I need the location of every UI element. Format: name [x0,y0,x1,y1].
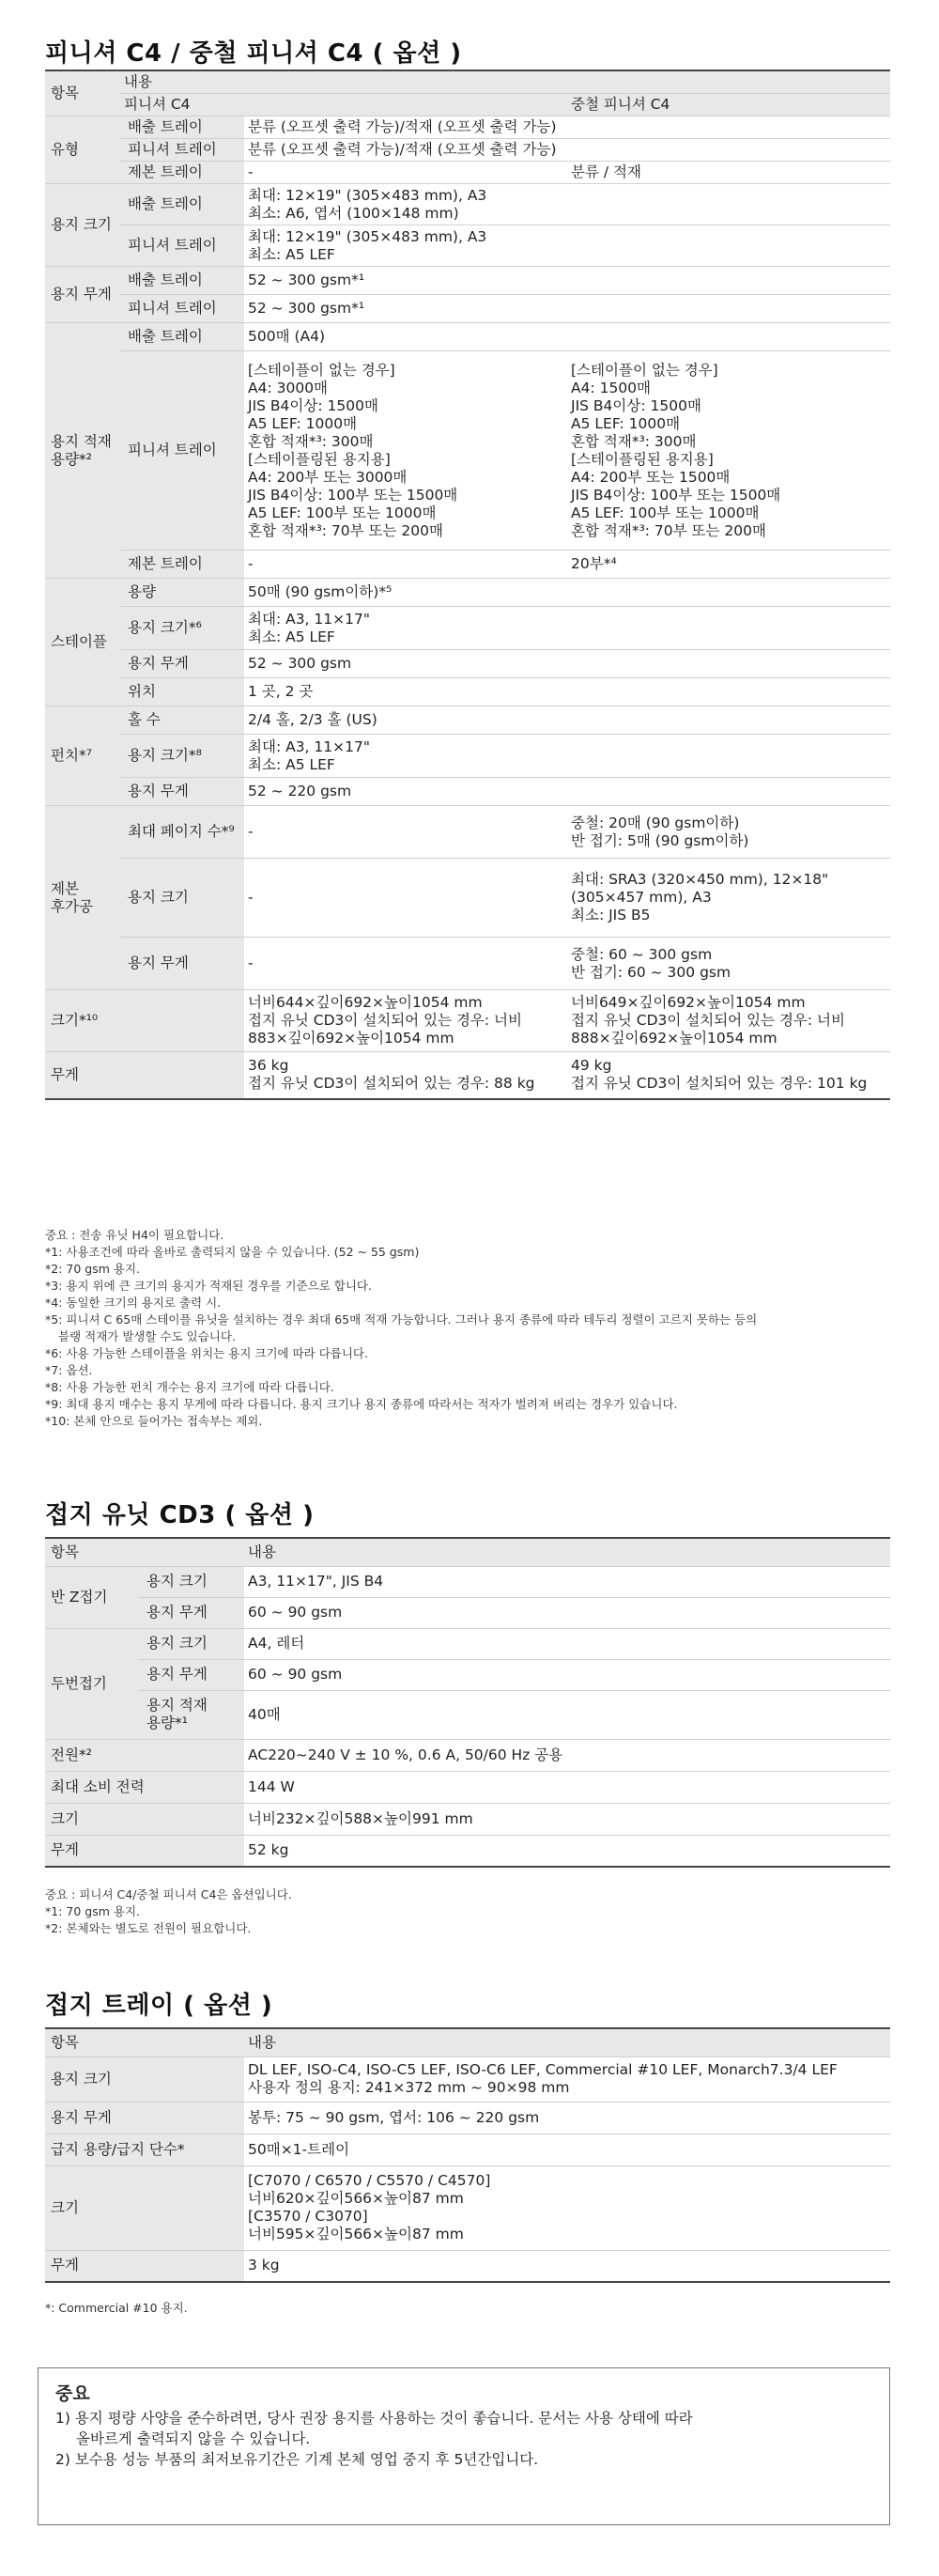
sub-label: 용지 크기 [120,859,244,938]
cell-value: - [244,859,567,938]
finisher-c4-title: 피니셔 C4 / 중철 피니셔 C4 ( 옵션 ) [45,39,462,68]
cell-value: 너비649×깊이692×높이1054 mm 접지 유닛 CD3이 설치되어 있는 경우: 너비 888×깊이692×높이1054 mm [567,990,890,1052]
folding-unit-title: 접지 유닛 CD3 ( 옵션 ) [45,1501,315,1529]
cell-value: 너비644×깊이692×높이1054 mm 접지 유닛 CD3이 설치되어 있는 경우: 너비 883×깊이692×높이1054 mm [244,990,567,1052]
cell-value: A4, 레터 [244,1628,890,1659]
cell-value: 60 ~ 90 gsm [244,1597,890,1628]
cell-value: 52 ~ 300 gsm*¹ [244,295,890,323]
row-dimension-label: 크기 [45,1803,244,1835]
sub-label: 피니셔 트레이 [120,295,244,323]
row-dimension-label: 크기 [45,2165,244,2250]
important-notice-box [38,2367,890,2525]
row-punch-label: 펀치*⁷ [45,706,120,806]
sub-label: 용지 무게 [120,650,244,678]
finisher-notes: 중요 : 전송 유닛 H4이 필요합니다. *1: 사용조건에 따라 올바로 출력되지 않을 수 있습니다. (52 ~ 55 gsm) *2: 70 gsm 용지. *3: 용지 위에 큰 크기의 용지가 적재된 경우를 기준으로 합니다. *4: 동일한 크기의 용지로 출력 시. *5: 피니셔 C 65매 스테이플 유닛을 설치하는 경우 최대 65매 적재 가능합니다. 그러나 용지 종류에 따라 테두리 정렬이 고르지 못하는 등의 블랭 적재가 발생할 수도 있습니다. *6: 사용 가능한 스테이플을 위치는 용지 크기에 따라 다릅니다. *7: 옵션. *8: 사용 가능한 펀치 개수는 용지 크기에 따라 다릅니다. *9: 최대 용지 매수는 용지 무게에 따라 다릅니다. 용지 크기나 용지 종류에 따라서는 적자가 벌려져 버리는 경우가 있습니다. *10: 본체 안으로 들어가는 접속부는 제외. [45,1228,758,1428]
cell-value: 52 ~ 220 gsm [244,778,890,806]
cell-value: 52 ~ 300 gsm [244,650,890,678]
cell-value: 3 kg [244,2250,890,2282]
important-line: 올바르게 출력되지 않을 수 있습니다. [76,2430,311,2447]
header-content: 내용 [244,1538,890,1566]
header-item: 항목 [45,70,120,116]
cell-value: 최대: 12×19" (305×483 mm), A3 최소: A5 LEF [244,225,890,267]
cell-value: AC220~240 V ± 10 %, 0.6 A, 50/60 Hz 공용 [244,1739,890,1771]
sub-label: 최대 페이지 수*⁹ [120,806,244,859]
cell-value: 최대: SRA3 (320×450 mm), 12×18" (305×457 mm), A3 최소: JIS B5 [567,859,890,938]
sub-label: 용지 무게 [120,938,244,990]
row-tri-fold-label: 두번접기 [45,1628,139,1739]
sub-label: 제본 트레이 [120,551,244,579]
cell-value: 중철: 60 ~ 300 gsm 반 접기: 60 ~ 300 gsm [567,938,890,990]
cell-value: [C7070 / C6570 / C5570 / C4570] 너비620×깊이566×높이87 mm [C3570 / C3070] 너비595×깊이566×높이87 mm [244,2165,890,2250]
header-content: 내용 [120,70,890,94]
cell-value: 1 곳, 2 곳 [244,678,890,706]
sub-label: 용지 크기*⁶ [120,607,244,650]
folding-tray-table [45,2027,890,2283]
cell-value: 60 ~ 90 gsm [244,1659,890,1690]
cell-value: 최대: A3, 11×17" 최소: A5 LEF [244,735,890,778]
row-size-label: 용지 크기 [45,2056,244,2102]
sub-label: 피니셔 트레이 [120,351,244,551]
sub-label: 용지 크기 [139,1566,244,1597]
sub-label: 위치 [120,678,244,706]
cell-value: 52 kg [244,1835,890,1867]
sub-label: 배출 트레이 [120,323,244,351]
sub-label: 용량 [120,579,244,607]
cell-value: 분류 (오프셋 출력 가능)/적재 (오프셋 출력 가능) [244,116,890,139]
cell-value: 2/4 홀, 2/3 홀 (US) [244,706,890,735]
cell-value: 49 kg 접지 유닛 CD3이 설치되어 있는 경우: 101 kg [567,1052,890,1099]
folding-tray-notes: *: Commercial #10 용지. [45,2301,188,2315]
row-feed-label: 급지 용량/급지 단수* [45,2134,244,2165]
row-type-label: 유형 [45,116,120,184]
cell-value: 봉투: 75 ~ 90 gsm, 엽서: 106 ~ 220 gsm [244,2102,890,2134]
header-item: 항목 [45,2028,244,2056]
cell-value: 너비232×깊이588×높이991 mm [244,1803,890,1835]
cell-value: [스테이플이 없는 경우] A4: 1500매 JIS B4이상: 1500매 A5 LEF: 1000매 혼합 적재*³: 300매 [스테이플링된 용지용] A4: 200부 또는 1500매 JIS B4이상: 100부 또는 1500매 A5 LEF: 100부 또는 1000매 혼합 적재*³: 70부 또는 200매 [567,351,890,551]
row-size-label: 용지 크기 [45,184,120,267]
cell-value: 최대: A3, 11×17" 최소: A5 LEF [244,607,890,650]
folding-tray-title: 접지 트레이 ( 옵션 ) [45,1992,273,2020]
important-title: 중요 [55,2383,90,2404]
row-mass-label: 무게 [45,1052,244,1099]
sub-label: 배출 트레이 [120,116,244,139]
header-item: 항목 [45,1538,244,1566]
sub-label: 용지 무게 [139,1597,244,1628]
cell-value: 40매 [244,1690,890,1739]
sub-label: 용지 크기*⁸ [120,735,244,778]
row-z-fold-label: 반 Z접기 [45,1566,139,1628]
cell-value: DL LEF, ISO-C4, ISO-C5 LEF, ISO-C6 LEF, Commercial #10 LEF, Monarch7.3/4 LEF 사용자 정의 용지: 241×372 mm ~ 90×98 mm [244,2056,890,2102]
sub-label: 홀 수 [120,706,244,735]
cell-value: - [244,162,567,184]
row-power-label: 전원*² [45,1739,244,1771]
header-finisher-c4: 피니셔 C4 [120,94,567,116]
row-consumption-label: 최대 소비 전력 [45,1771,244,1803]
row-booklet-label: 제본 후가공 [45,806,120,990]
row-mass-label: 무게 [45,2250,244,2282]
cell-value: 분류 (오프셋 출력 가능)/적재 (오프셋 출력 가능) [244,139,890,162]
row-mass-label: 무게 [45,1835,244,1867]
cell-value: A3, 11×17", JIS B4 [244,1566,890,1597]
cell-value: 중철: 20매 (90 gsm이하) 반 접기: 5매 (90 gsm이하) [567,806,890,859]
sub-label: 제본 트레이 [120,162,244,184]
row-dimension-label: 크기*¹⁰ [45,990,244,1052]
sub-label: 배출 트레이 [120,267,244,295]
cell-value: 50매 (90 gsm이하)*⁵ [244,579,890,607]
folding-unit-table [45,1537,890,1868]
cell-value: 20부*⁴ [567,551,890,579]
cell-value: 36 kg 접지 유닛 CD3이 설치되어 있는 경우: 88 kg [244,1052,567,1099]
cell-value: 최대: 12×19" (305×483 mm), A3 최소: A6, 엽서 (100×148 mm) [244,184,890,225]
sub-label: 용지 무게 [120,778,244,806]
row-staple-label: 스테이플 [45,579,120,706]
sub-label: 배출 트레이 [120,184,244,225]
cell-value: - [244,806,567,859]
folding-unit-notes: 중요 : 피니셔 C4/중철 피니셔 C4은 옵션입니다. *1: 70 gsm 용지. *2: 본체와는 별도로 전원이 필요합니다. [45,1887,292,1935]
header-content: 내용 [244,2028,890,2056]
sub-label: 피니셔 트레이 [120,139,244,162]
cell-value: 500매 (A4) [244,323,890,351]
important-line: 1) 용지 평량 사양을 준수하려면, 당사 권장 용지를 사용하는 것이 좋습니다. 문서는 사용 상태에 따라 [55,2410,693,2427]
cell-value: [스테이플이 없는 경우] A4: 3000매 JIS B4이상: 1500매 A5 LEF: 1000매 혼합 적재*³: 300매 [스테이플링된 용지용] A4: 200부 또는 3000매 JIS B4이상: 100부 또는 1500매 A5 LEF: 100부 또는 1000매 혼합 적재*³: 70부 또는 200매 [244,351,567,551]
sub-label: 용지 적재 용량*¹ [139,1690,244,1739]
cell-value: - [244,551,567,579]
finisher-spec-table [45,70,890,1100]
header-saddle-finisher-c4: 중철 피니셔 C4 [567,94,890,116]
row-capacity-label: 용지 적재 용량*² [45,323,120,579]
cell-value: 52 ~ 300 gsm*¹ [244,267,890,295]
row-weight-label: 용지 무게 [45,267,120,323]
cell-value: 분류 / 적재 [567,162,890,184]
sub-label: 용지 무게 [139,1659,244,1690]
cell-value: 144 W [244,1771,890,1803]
cell-value: - [244,938,567,990]
important-line: 2) 보수용 성능 부품의 최저보유기간은 기계 본체 영업 중지 후 5년간입니다. [55,2451,539,2468]
row-weight-label: 용지 무게 [45,2102,244,2134]
sub-label: 용지 크기 [139,1628,244,1659]
sub-label: 피니셔 트레이 [120,225,244,267]
cell-value: 50매×1-트레이 [244,2134,890,2165]
